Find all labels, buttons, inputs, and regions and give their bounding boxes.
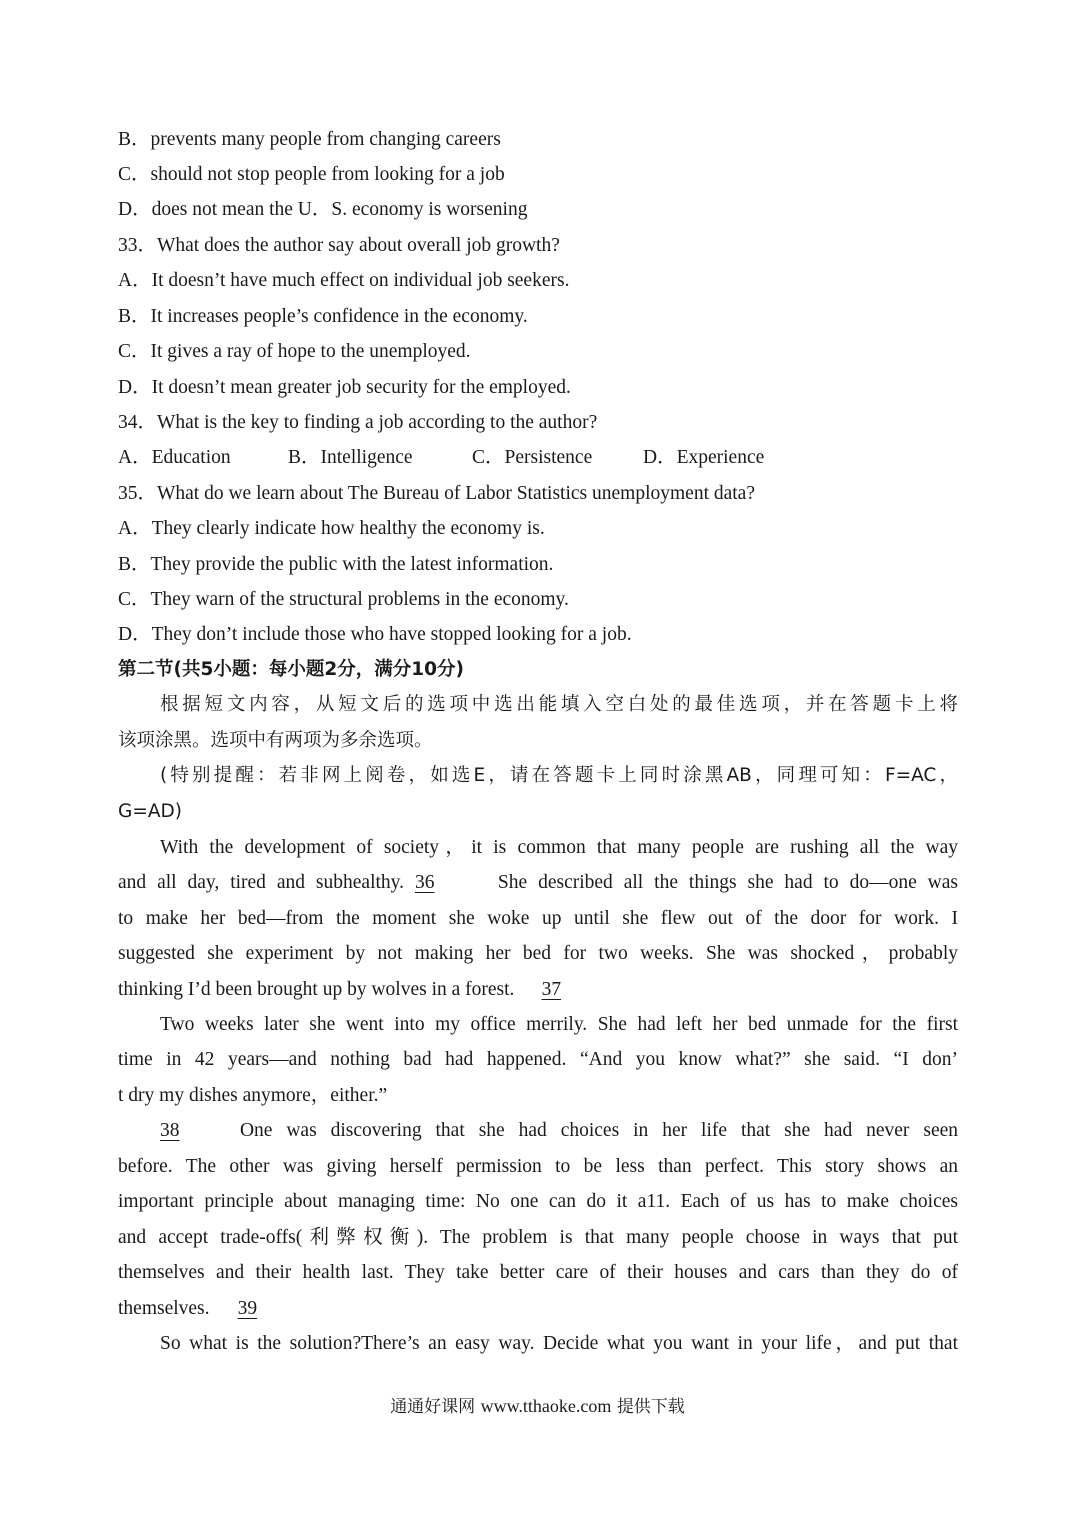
- p1-line-5-text: thinking I’d been brought up by wolves in a forest.: [118, 979, 515, 1000]
- p1-line-5: [118, 978, 958, 1002]
- blank-36: 36: [414, 872, 435, 893]
- blank-39: 39: [237, 1298, 258, 1319]
- p3-line-6-text: themselves.: [118, 1298, 210, 1319]
- q33-option-c: C．It gives a ray of hope to the unemployed.: [118, 341, 471, 362]
- p3-line-1-text: One was discovering that she had choices in her life that she had never seen: [239, 1120, 959, 1141]
- p2-line-3: t dry my dishes anymore，either.”: [118, 1085, 388, 1106]
- p1-line-3: to make her bed—from the moment she woke up until she flew out of the door for work. I: [118, 908, 958, 929]
- q33-option-b: B．It increases people’s confidence in the economy.: [118, 306, 528, 327]
- q34-option-b: B．Intelligence: [288, 447, 413, 468]
- p2-line-1: Two weeks later she went into my office merrily. She had left her bed unmade for the first: [160, 1014, 958, 1035]
- p3-line-2: before. The other was giving herself permission to be less than perfect. This story shows an: [118, 1156, 958, 1177]
- p4-line-1: So what is the solution?There’s an easy way. Decide what you want in your life，and put that: [160, 1333, 958, 1354]
- q34-stem: 34．What is the key to finding a job according to the author?: [118, 412, 598, 433]
- q35-stem: 35．What do we learn about The Bureau of Labor Statistics unemployment data?: [118, 483, 755, 504]
- q35-option-d: D．They don’t include those who have stopped looking for a job.: [118, 624, 632, 645]
- footer-suffix: 提供下载: [616, 1397, 685, 1417]
- p3-line-1: [160, 1119, 958, 1143]
- q32-option-b: B．prevents many people from changing careers: [118, 129, 501, 150]
- p2-line-2: time in 42 years—and nothing bad had happened. “And you know what?” she said. “I don’: [118, 1049, 958, 1070]
- note-line-1: (特别提醒：若非网上阅卷，如选E，请在答题卡上同时涂黑AB，同理可知：F=AC，: [160, 765, 958, 786]
- q35-option-a: A．They clearly indicate how healthy the economy is.: [118, 518, 545, 539]
- blank-38: 38: [160, 1120, 180, 1141]
- p1-line-2-text-a: and all day, tired and subhealthy.: [118, 872, 405, 893]
- p1-line-2-text-b: She described all the things she had to do—one was: [497, 872, 959, 893]
- p3-line-3: important principle about managing time: No one can do it a11. Each of us has to make choices: [118, 1191, 958, 1212]
- p1-line-4: suggested she experiment by not making her bed for two weeks. She was shocked，probably: [118, 943, 958, 964]
- p3-line-6: [118, 1297, 958, 1321]
- q35-option-c: C．They warn of the structural problems in the economy.: [118, 589, 569, 610]
- p1-line-1: With the development of society，it is common that many people are rushing all the way: [160, 837, 958, 858]
- p3-line-5: themselves and their health last. They take better care of their houses and cars than they do of: [118, 1262, 958, 1283]
- q32-option-d: D．does not mean the U．S. economy is worsening: [118, 199, 528, 220]
- q35-option-b: B．They provide the public with the latest information.: [118, 554, 554, 575]
- q33-stem: 33．What does the author say about overall job growth?: [118, 235, 560, 256]
- footer-url: www.tthaoke.com: [480, 1396, 612, 1416]
- q34-option-a: A．Education: [118, 447, 231, 468]
- q34-option-c: C．Persistence: [472, 447, 593, 468]
- q34-options: [118, 446, 958, 470]
- q32-option-c: C．should not stop people from looking for a job: [118, 164, 505, 185]
- instruction-line-1: 根据短文内容，从短文后的选项中选出能填入空白处的最佳选项，并在答题卡上将: [160, 694, 958, 715]
- page-footer: [0, 1392, 1075, 1417]
- q33-option-a: A．It doesn’t have much effect on individual job seekers.: [118, 270, 570, 291]
- section-heading: 第二节(共5小题：每小题2分，满分10分): [118, 659, 464, 680]
- blank-37: 37: [541, 979, 562, 1000]
- q34-option-d: D．Experience: [643, 447, 765, 468]
- p1-line-2: [118, 871, 958, 895]
- q33-option-d: D．It doesn’t mean greater job security for the employed.: [118, 377, 571, 398]
- p3-line-4: and accept trade-offs(利弊权衡). The problem is that many people choose in ways that put: [118, 1227, 958, 1248]
- footer-site-name: 通通好课网: [390, 1397, 476, 1417]
- instruction-line-2: 该项涂黑。选项中有两项为多余选项。: [118, 730, 433, 751]
- note-line-2: G=AD): [118, 801, 182, 822]
